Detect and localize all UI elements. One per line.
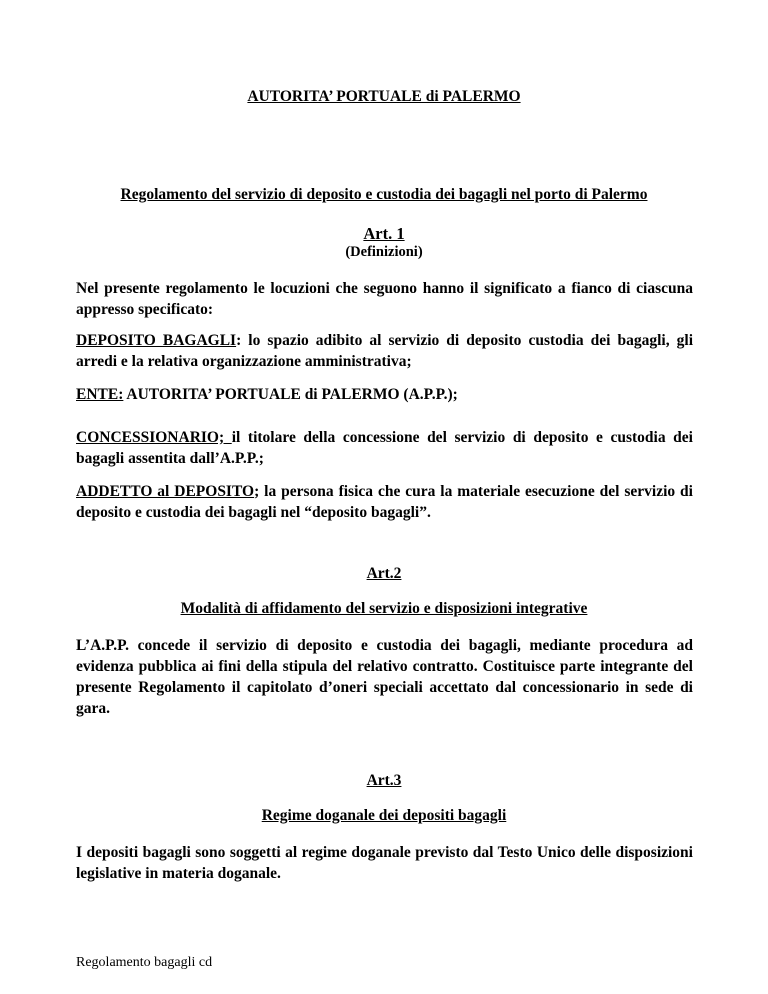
- def-text: ; la persona fisica che cura la materiale esecuzione del servizio di deposito e custodia dei bagagli nel “deposito bagagli”.: [76, 483, 693, 521]
- art3-subheading: Regime doganale dei depositi bagagli: [261, 807, 507, 824]
- def-ente: [76, 384, 693, 405]
- def-text: AUTORITA’ PORTUALE di PALERMO (A.P.P.);: [123, 386, 458, 403]
- def-term: ENTE:: [76, 386, 124, 403]
- def-concessionario: [76, 427, 693, 469]
- def-term: CONCESSIONARIO;: [76, 429, 232, 446]
- document-title: Regolamento del servizio di deposito e custodia dei bagagli nel porto di Palermo: [120, 186, 648, 203]
- art2-heading: Art.2: [366, 565, 402, 582]
- art1-heading: Art. 1: [363, 224, 405, 243]
- art1-subheading: (Definizioni): [345, 244, 423, 260]
- art1-intro: Nel presente regolamento le locuzioni che seguono hanno il significato a fianco di ciascuna appresso specificato:: [76, 280, 693, 318]
- art2-subheading: Modalità di affidamento del servizio e disposizioni integrative: [180, 600, 588, 617]
- def-term: DEPOSITO BAGAGLI: [76, 332, 237, 349]
- def-term: ADDETTO al DEPOSITO: [76, 483, 255, 500]
- def-deposito-bagagli: [76, 330, 693, 372]
- art3-text: I depositi bagagli sono soggetti al regime doganale previsto dal Testo Unico delle disposizioni legislative in materia doganale.: [76, 844, 693, 882]
- authority-title: AUTORITA’ PORTUALE di PALERMO: [247, 88, 521, 105]
- def-text: : lo spazio adibito al servizio di deposito custodia dei bagagli, gli arredi e la relativa organizzazione amministrativa;: [76, 332, 693, 370]
- page-footer: Regolamento bagagli cd: [76, 955, 213, 970]
- art3-heading: Art.3: [366, 772, 402, 789]
- def-text: il titolare della concessione del servizio di deposito e custodia dei bagagli assentita dall’A.P.P.;: [76, 429, 693, 467]
- def-addetto: [76, 481, 693, 523]
- art2-text: L’A.P.P. concede il servizio di deposito e custodia dei bagagli, mediante procedura ad evidenza pubblica ai fini della stipula del relativo contratto. Costituisce parte integrante del presente Regolamento il capitolato d’oneri speciali accettato dal concessionario in sede di gara.: [76, 637, 693, 717]
